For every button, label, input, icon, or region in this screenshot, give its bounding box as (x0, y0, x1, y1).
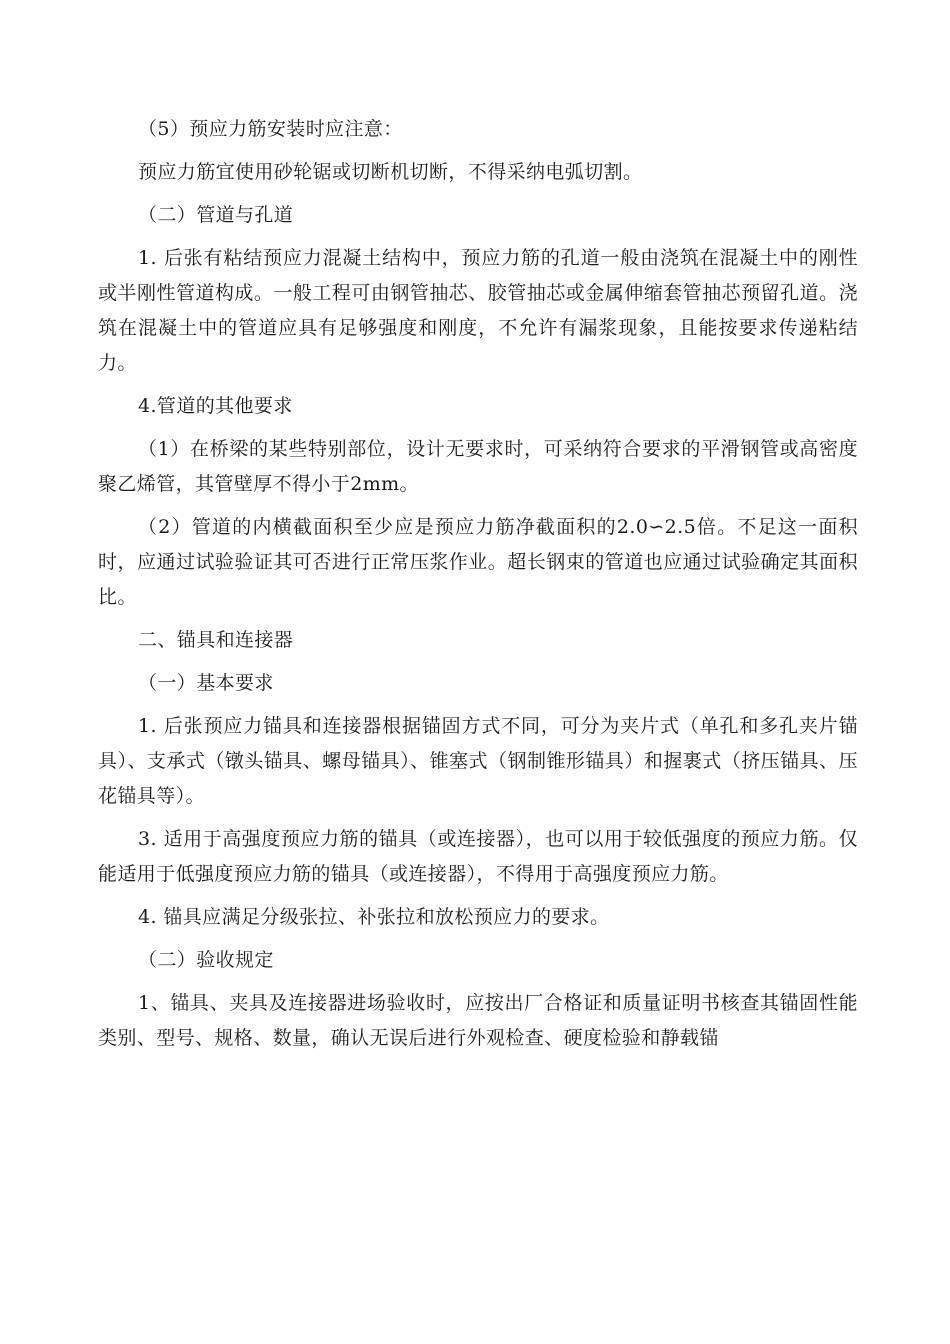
paragraph-duct-material: （1）在桥梁的某些特别部位，设计无要求时，可采纳符合要求的平滑钢管或高密度聚乙烯管，其管壁厚不得小于2mm。 (98, 438, 858, 495)
heading-duct-other-requirements: 4.管道的其他要求 (138, 395, 293, 417)
paragraph-duct-area-ratio: （2）管道的内横截面积至少应是预应力筋净截面积的2.0∽2.5倍。不足这一面积时，应通过试验验证其可否进行正常压浆作业。超长钢束的管道也应通过试验确定其面积比。 (98, 516, 858, 608)
heading-ducts-and-holes: （二）管道与孔道 (138, 204, 294, 226)
paragraph-cutting-method: 预应力筋宜使用砂轮锯或切断机切断，不得采纳电弧切割。 (138, 161, 643, 183)
paragraph-acceptance-inspection: 1、锚具、夹具及连接器进场验收时，应按出厂合格证和质量证明书核查其锚固性能类别、型号、规格、数量，确认无误后进行外观检查、硬度检验和静载锚 (98, 992, 858, 1049)
paragraph-anchor-strength: 3. 适用于高强度预应力筋的锚具（或连接器），也可以用于较低强度的预应力筋。仅能适用于低强度预应力筋的锚具（或连接器），不得用于高强度预应力筋。 (98, 828, 858, 885)
heading-anchors-and-couplers: 二、锚具和连接器 (138, 629, 294, 651)
heading-basic-requirements: （一）基本要求 (138, 672, 274, 694)
paragraph-duct-formation: 1. 后张有粘结预应力混凝土结构中，预应力筋的孔道一般由浇筑在混凝土中的刚性或半刚性管道构成。一般工程可由钢管抽芯、胶管抽芯或金属伸缩套管抽芯预留孔道。浇筑在混凝土中的管道应具有足够强度和刚度，不允许有漏浆现象，且能按要求传递粘结力。 (98, 247, 858, 374)
document-page (98, 112, 858, 1056)
paragraph-anchor-note: （5）预应力筋安装时应注意： (138, 118, 403, 140)
heading-acceptance-rules: （二）验收规定 (138, 949, 274, 971)
paragraph-anchor-tension: 4. 锚具应满足分级张拉、补张拉和放松预应力的要求。 (138, 906, 610, 928)
paragraph-anchor-types: 1. 后张预应力锚具和连接器根据锚固方式不同，可分为夹片式（单孔和多孔夹片锚具）、支承式（镦头锚具、螺母锚具）、锥塞式（钢制锥形锚具）和握裹式（挤压锚具、压花锚具等）。 (98, 715, 858, 807)
